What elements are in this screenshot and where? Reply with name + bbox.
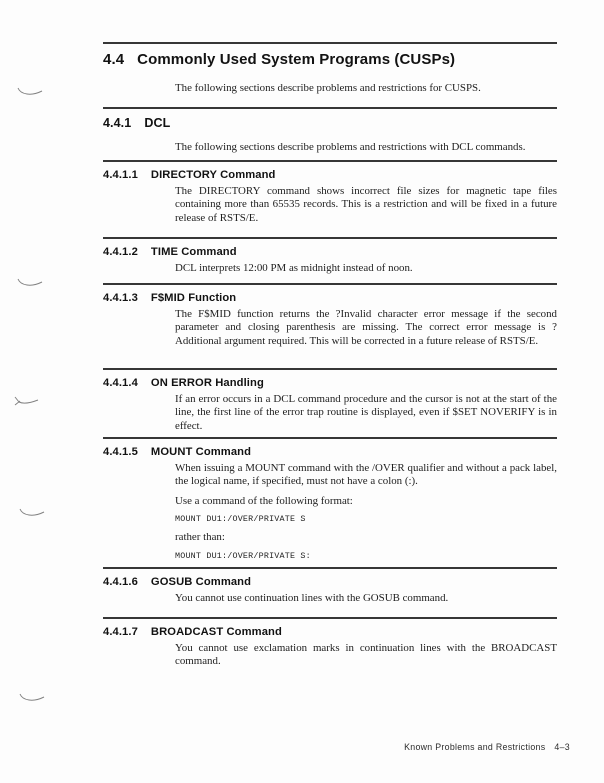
section-heading: [103, 116, 557, 130]
paragraph: The F$MID function returns the ?Invalid character error message if the second parameter and closing parenthesis are missing. The correct error message is ?Additional argument required. This will be corrected in a future release of RSTS/E.: [175, 308, 557, 347]
code-line: MOUNT DU1:/OVER/PRIVATE S: [175, 514, 306, 525]
section-title: ON ERROR Handling: [150, 377, 264, 389]
section-number: 4.4.1.1: [103, 169, 138, 181]
paragraph: The following sections describe problems and restrictions with DCL commands.: [175, 141, 526, 153]
section-number: 4.4: [103, 51, 125, 68]
doc-section: [103, 368, 557, 433]
section-number: 4.4.1.7: [103, 626, 138, 638]
margin-scan-mark-icon: [17, 85, 43, 97]
doc-section: [103, 437, 557, 562]
section-body: [175, 185, 557, 225]
section-divider: [103, 42, 557, 44]
paragraph: The DIRECTORY command shows incorrect file sizes for magnetic tape files containing more than 65535 records. This is a restriction and will be fixed in a future release of RSTS/E.: [175, 185, 557, 224]
paragraph: When issuing a MOUNT command with the /OVER qualifier and without a pack label, the logical name, if specified, must not have a colon (:).: [175, 462, 557, 488]
doc-section: [103, 617, 557, 669]
doc-section: [103, 567, 557, 605]
section-body: [175, 393, 557, 433]
footer-running-title: Known Problems and Restrictions: [404, 742, 546, 752]
section-title: DIRECTORY Command: [150, 169, 276, 181]
section-body: [175, 262, 557, 275]
section-number: 4.4.1: [103, 116, 132, 130]
paragraph: The following sections describe problems and restrictions for CUSPS.: [175, 82, 481, 94]
section-title: GOSUB Command: [150, 576, 252, 588]
margin-scan-mark-icon: [19, 691, 45, 703]
section-title: MOUNT Command: [150, 446, 252, 458]
section-heading: [103, 292, 557, 305]
section-heading: [103, 51, 557, 69]
margin-scan-mark-icon: [19, 506, 45, 518]
section-number: 4.4.1.6: [103, 576, 138, 588]
section-heading: [103, 377, 557, 390]
section-divider: [103, 283, 557, 285]
section-heading: [103, 576, 557, 589]
doc-section: [103, 42, 557, 95]
section-body: [175, 82, 557, 95]
section-heading: [103, 169, 557, 182]
section-body: [175, 308, 557, 348]
paragraph: rather than:: [175, 531, 225, 544]
code-line: MOUNT DU1:/OVER/PRIVATE S:: [175, 550, 311, 561]
doc-section: [103, 237, 557, 275]
page-footer: [404, 742, 570, 752]
section-divider: [103, 567, 557, 569]
margin-scan-mark-icon: [17, 276, 43, 288]
section-number: 4.4.1.3: [103, 292, 138, 304]
section-title: Commonly Used System Programs (CUSPs): [137, 51, 456, 68]
section-heading: [103, 446, 557, 459]
section-body: [175, 592, 557, 605]
section-body: [175, 642, 557, 669]
paragraph: You cannot use exclamation marks in continuation lines with the BROADCAST command.: [175, 642, 557, 668]
section-divider: [103, 107, 557, 109]
doc-section: [103, 160, 557, 225]
margin-scan-mark-icon: [13, 395, 39, 407]
section-divider: [103, 617, 557, 619]
section-title: TIME Command: [150, 246, 237, 258]
section-divider: [103, 237, 557, 239]
section-heading: [103, 246, 557, 259]
section-title: BROADCAST Command: [150, 626, 282, 638]
section-title: DCL: [144, 116, 171, 130]
section-title: F$MID Function: [150, 292, 237, 304]
section-divider: [103, 437, 557, 439]
doc-section: [103, 107, 557, 154]
section-body: [175, 462, 557, 562]
paragraph: If an error occurs in a DCL command procedure and the cursor is not at the start of the line, the first line of the error trap routine is displayed, even if $SET NOVERIFY is in effect.: [175, 393, 557, 432]
section-number: 4.4.1.4: [103, 377, 138, 389]
section-divider: [103, 160, 557, 162]
footer-page-number: 4–3: [554, 742, 570, 752]
section-divider: [103, 368, 557, 370]
section-number: 4.4.1.5: [103, 446, 138, 458]
section-heading: [103, 626, 557, 639]
doc-section: [103, 283, 557, 348]
section-number: 4.4.1.2: [103, 246, 138, 258]
paragraph: Use a command of the following format:: [175, 494, 353, 507]
paragraph: DCL interprets 12:00 PM as midnight instead of noon.: [175, 262, 413, 274]
paragraph: You cannot use continuation lines with the GOSUB command.: [175, 592, 449, 604]
section-body: [175, 141, 557, 154]
